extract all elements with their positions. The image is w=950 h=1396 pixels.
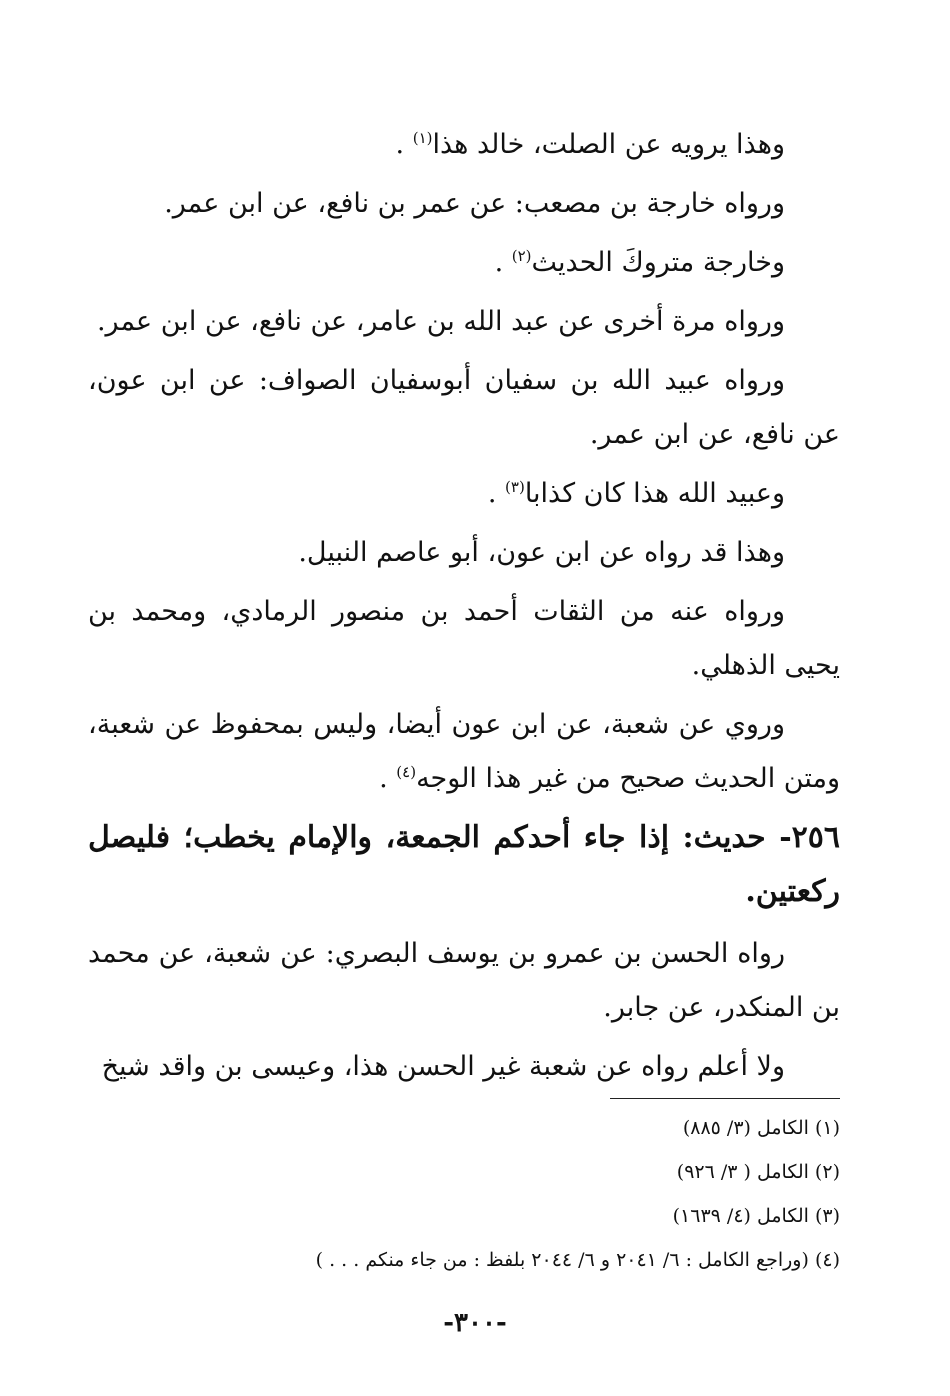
- footnotes: [120, 1106, 840, 1282]
- footnote-2: (٢) الكامل ( ٣/ ٩٢٦): [676, 1161, 840, 1183]
- paragraph-5: ورواه عبيد الله بن سفيان أبوسفيان الصواف: عن ابن عون، عن نافع، عن ابن عمر.: [88, 365, 840, 450]
- footnote-divider: [610, 1098, 840, 1099]
- page-number: -٣٠٠-: [443, 1308, 507, 1338]
- hadith-heading: ٢٥٦- حديث: إذا جاء أحدكم الجمعة، والإمام يخطب؛ فليصل ركعتين.: [88, 820, 840, 909]
- paragraph-11: ولا أعلم رواه عن شعبة غير الحسن هذا، وعيسى بن واقد شيخ: [101, 1051, 785, 1082]
- footnote-ref-1: (١): [412, 129, 433, 147]
- footnote-ref-4: (٤): [396, 763, 417, 781]
- paragraph-6: وعبيد الله هذا كان كذابا$^{(٣)}$ .: [487, 478, 785, 509]
- footnote-4: (٤) (وراجع الكامل : ٦/ ٢٠٤١ و ٦/ ٢٠٤٤ بلفظ : من جاء منكم . . . ): [315, 1249, 840, 1271]
- paragraph-10: رواه الحسن بن عمرو بن يوسف البصري: عن شعبة، عن محمد بن المنكدر، عن جابر.: [88, 938, 840, 1023]
- paragraph-8: ورواه عنه من الثقات أحمد بن منصور الرمادي، ومحمد بن يحيى الذهلي.: [88, 596, 840, 681]
- main-text: [88, 118, 840, 1099]
- paragraph-1: وهذا يرويه عن الصلت، خالد هذا$^{(١)}$ .: [395, 129, 785, 160]
- footnote-3: (٣) الكامل (٤/ ١٦٣٩): [672, 1205, 840, 1227]
- paragraph-2: ورواه خارجة بن مصعب: عن عمر بن نافع، عن ابن عمر.: [164, 188, 785, 219]
- paragraph-4: ورواه مرة أخرى عن عبد الله بن عامر، عن نافع، عن ابن عمر.: [96, 306, 785, 337]
- footnote-ref-3: (٣): [505, 478, 525, 496]
- paragraph-7: وهذا قد رواه عن ابن عون، أبو عاصم النبيل.: [298, 537, 785, 568]
- paragraph-9: وروي عن شعبة، عن ابن عون أيضا، وليس بمحفوظ عن شعبة، ومتن الحديث صحيح من غير هذا الوجه$^{(٤)}$ .: [88, 709, 840, 794]
- paragraph-3: وخارجة متروكَ الحديث$^{(٢)}$ .: [494, 247, 785, 278]
- footnote-1: (١) الكامل (٣/ ٨٨٥): [682, 1117, 840, 1139]
- footnote-ref-2: (٢): [511, 247, 532, 265]
